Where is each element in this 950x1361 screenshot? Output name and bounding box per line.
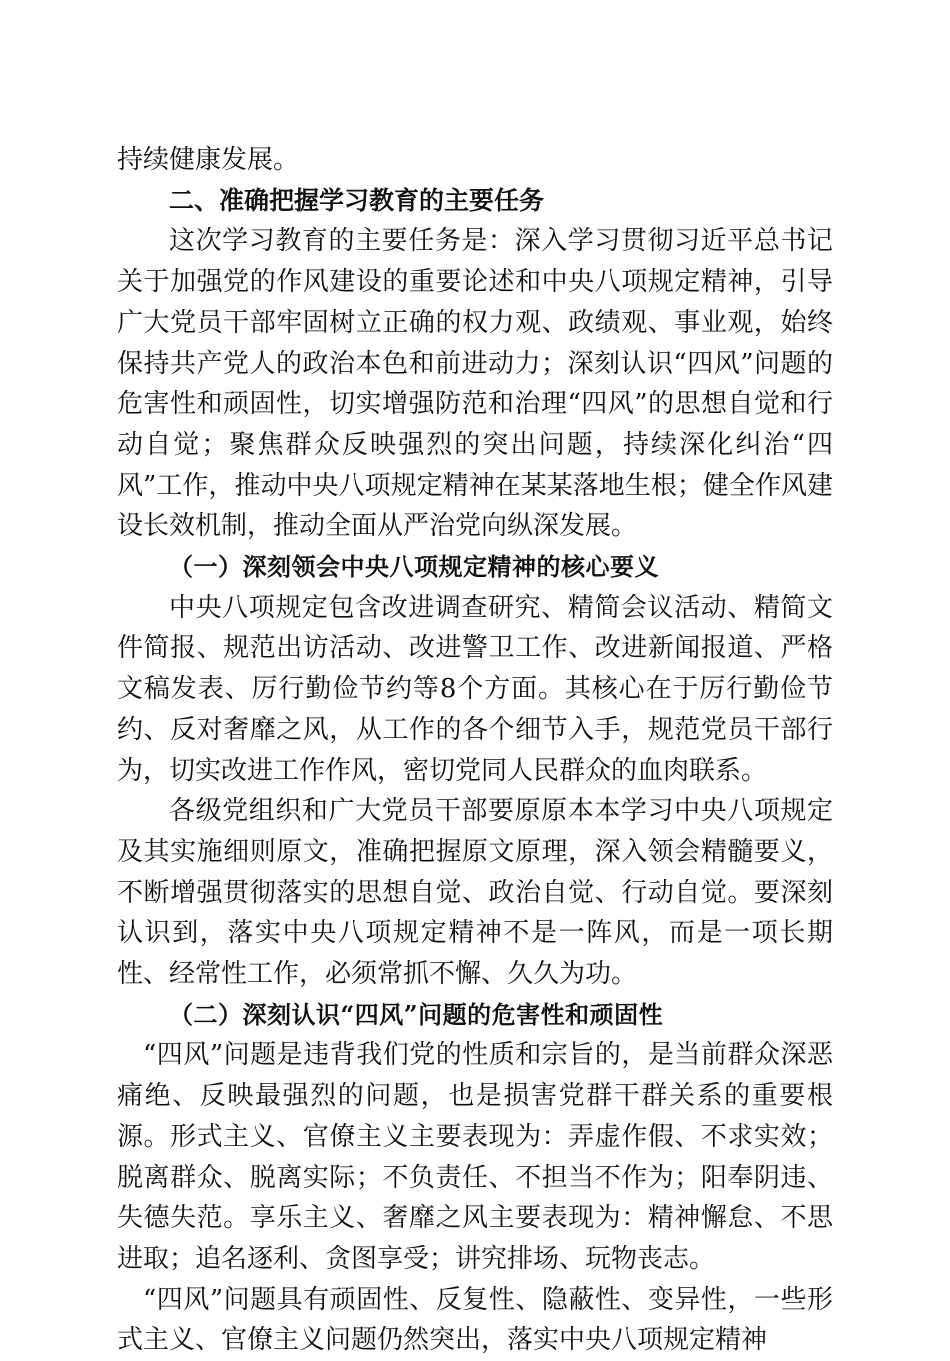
subsection-two-heading: （二）深刻认识“四风”问题的危害性和顽固性: [169, 999, 664, 1029]
subsection-one-paragraph-1: 中央八项规定包含改进调查研究、精简会议活动、精简文件简报、规范出访活动、改进警卫工作、改进新闻报道、严格文稿发表、厉行勤俭节约等8个方面。其核心在于厉行勤俭节约、反对奢靡之风，从工作的各个细节入手，规范党员干部行为，切实改进工作作风，密切党同人民群众的血肉联系。: [117, 592, 833, 786]
section-two-intro-paragraph: 这次学习教育的主要任务是：深入学习贯彻习近平总书记关于加强党的作风建设的重要论述和中央八项规定精神，引导广大党员干部牢固树立正确的权力观、政绩观、事业观，始终保持共产党人的政治本色和前进动力；深刻认识“四风”问题的危害性和顽固性，切实增强防范和治理“四风”的思想自觉和行动自觉；聚焦群众反映强烈的突出问题，持续深化纠治“四风”工作，推动中央八项规定精神在某某落地生根；健全作风建设长效机制，推动全面从严治党向纵深发展。: [117, 226, 833, 542]
document-page: [117, 140, 833, 1361]
subsection-two-paragraph-1: “四风”问题是违背我们党的性质和宗旨的，是当前群众深恶痛绝、反映最强烈的问题，也是损害党群干群关系的重要根源。形式主义、官僚主义主要表现为：弄虚作假、不求实效；脱离群众、脱离实际；不负责任、不担当不作为；阳奉阴违、失德失范。享乐主义、奢靡之风主要表现为：精神懈怠、不思进取；追名逐利、贪图享受；讲究排场、玩物丧志。: [117, 1040, 833, 1274]
section-two-heading: 二、准确把握学习教育的主要任务: [169, 185, 545, 215]
subsection-one-paragraph-2: 各级党组织和广大党员干部要原原本本学习中央八项规定及其实施细则原文，准确把握原文原理，深入领会精髓要义，不断增强贯彻落实的思想自觉、政治自觉、行动自觉。要深刻认识到，落实中央八项规定精神不是一阵风，而是一项长期性、经常性工作，必须常抓不懈、久久为功。: [117, 796, 833, 990]
subsection-two-paragraph-2: “四风”问题具有顽固性、反复性、隐蔽性、变异性，一些形式主义、官僚主义问题仍然突出，落实中央八项规定精神: [117, 1284, 833, 1356]
subsection-one-heading: （一）深刻领会中央八项规定精神的核心要义: [169, 552, 659, 582]
continuation-paragraph: 持续健康发展。: [117, 145, 300, 175]
